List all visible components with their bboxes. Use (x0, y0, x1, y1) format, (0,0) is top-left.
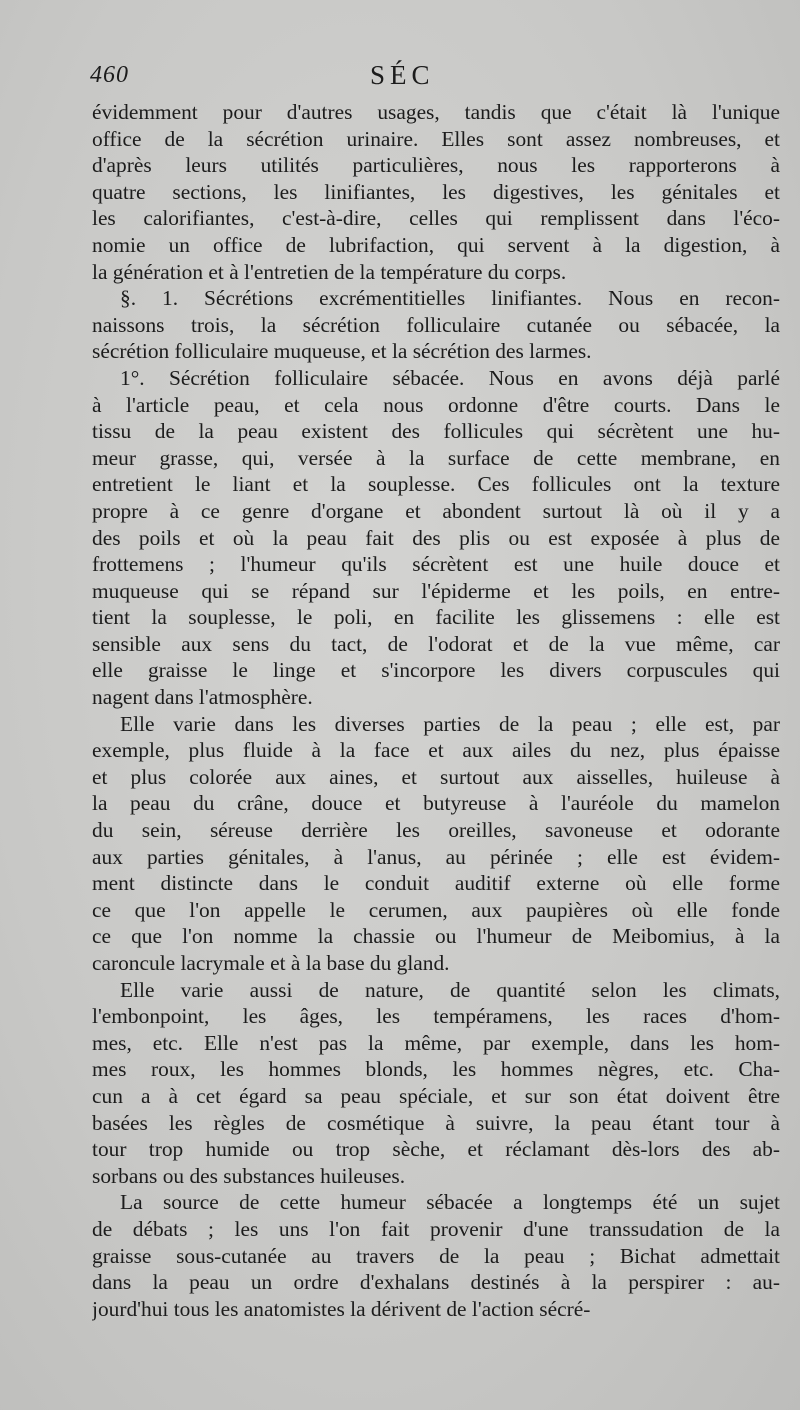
text-line: graisse sous-cutanée au travers de la peau ; Bichat admettait (92, 1243, 780, 1268)
text-line: Elle varie dans les diverses parties de la peau ; elle est, par (120, 711, 780, 736)
text-line: la génération et à l'entretien de la température du corps. (92, 259, 567, 284)
text-line: basées les règles de cosmétique à suivre, la peau étant tour à (92, 1110, 780, 1135)
text-line: tissu de la peau existent des follicules qui sécrètent une hu- (92, 419, 780, 444)
running-head: SÉC (370, 60, 435, 90)
text-line: mes, etc. Elle n'est pas la même, par exemple, dans les hom- (92, 1030, 780, 1055)
text-line: propre à ce genre d'organe et abondent surtout là où il y a (92, 498, 780, 523)
text-line: sensible aux sens du tact, de l'odorat et de la vue même, car (92, 631, 780, 656)
text-line: mes roux, les hommes blonds, les hommes nègres, etc. Cha- (92, 1057, 780, 1082)
text-line: quatre sections, les linifiantes, les digestives, les génitales et (92, 179, 780, 204)
text-line: cun a à cet égard sa peau spéciale, et sur son état doivent être (92, 1083, 780, 1108)
paragraph (92, 285, 780, 365)
text-line: ce que l'on appelle le cerumen, aux paupières où elle fonde (92, 897, 780, 922)
text-line: entretient le liant et la souplesse. Ces follicules ont la texture (92, 472, 780, 497)
page-number: 460 (90, 62, 129, 88)
paragraph (92, 977, 780, 1190)
text-line: La source de cette humeur sébacée a longtemps été un sujet (120, 1190, 780, 1215)
text-line: du sein, séreuse derrière les oreilles, savoneuse et odorante (92, 818, 780, 843)
text-line: naissons trois, la sécrétion folliculaire cutanée ou sébacée, la (92, 312, 780, 337)
text-line: les calorifiantes, c'est-à-dire, celles qui remplissent dans l'éco- (92, 206, 780, 231)
text-line: muqueuse qui se répand sur l'épiderme et les poils, en entre- (92, 578, 780, 603)
text-line: la peau du crâne, douce et butyreuse à l'auréole du mamelon (92, 791, 780, 816)
text-line: ce que l'on nomme la chassie ou l'humeur de Meibomius, à la (92, 924, 780, 949)
text-line: des poils et où la peau fait des plis ou est exposée à plus de (92, 525, 780, 550)
paragraph (92, 99, 780, 285)
text-line: caroncule lacrymale et à la base du gland. (92, 951, 450, 975)
paragraph (92, 365, 780, 711)
text-line: tient la souplesse, le poli, en facilite les glissemens : elle est (92, 605, 780, 630)
text-line: office de la sécrétion urinaire. Elles sont assez nombreuses, et (92, 126, 780, 151)
text-line: l'embonpoint, les âges, les tempéramens, les races d'hom- (92, 1004, 780, 1029)
text-line: de débats ; les uns l'on fait provenir d'une transsudation de la (92, 1216, 780, 1241)
paragraph (92, 711, 780, 977)
text-body (92, 99, 780, 1322)
text-line: et plus colorée aux aines, et surtout aux aisselles, huileuse à (92, 764, 780, 789)
paragraph (92, 1189, 780, 1322)
text-line: frottemens ; l'humeur qu'ils sécrètent est une huile douce et (92, 552, 780, 577)
text-line: elle graisse le linge et s'incorpore les divers corpuscules qui (92, 658, 780, 683)
text-line: tour trop humide ou trop sèche, et réclamant dès-lors des ab- (92, 1137, 780, 1162)
text-line: à l'article peau, et cela nous ordonne d'être courts. Dans le (92, 392, 780, 417)
text-line: d'après leurs utilités particulières, nous les rapporterons à (92, 153, 780, 178)
text-line: évidemment pour d'autres usages, tandis que c'était là l'unique (92, 100, 780, 124)
text-line: nagent dans l'atmosphère. (92, 685, 313, 710)
text-line: Elle varie aussi de nature, de quantité selon les climats, (120, 977, 780, 1002)
text-line: aux parties génitales, à l'anus, au périnée ; elle est évidem- (92, 844, 780, 869)
text-line: sorbans ou des substances huileuses. (92, 1163, 406, 1188)
text-line: jourd'hui tous les anatomistes la dérivent de l'action sécré- (92, 1296, 591, 1321)
text-line: 1°. Sécrétion folliculaire sébacée. Nous en avons déjà parlé (120, 365, 780, 390)
text-line: sécrétion folliculaire muqueuse, et la sécrétion des larmes. (92, 339, 592, 364)
text-line: §. 1. Sécrétions excrémentitielles linifiantes. Nous en recon- (120, 286, 780, 311)
text-line: nomie un office de lubrifaction, qui servent à la digestion, à (92, 232, 780, 257)
text-line: dans la peau un ordre d'exhalans destinés à la perspirer : au- (92, 1270, 780, 1295)
text-line: exemple, plus fluide à la face et aux ailes du nez, plus épaisse (92, 738, 780, 763)
text-line: meur grasse, qui, versée à la surface de cette membrane, en (92, 445, 780, 470)
page-header (90, 60, 780, 96)
text-line: ment distincte dans le conduit auditif externe où elle forme (92, 871, 780, 896)
